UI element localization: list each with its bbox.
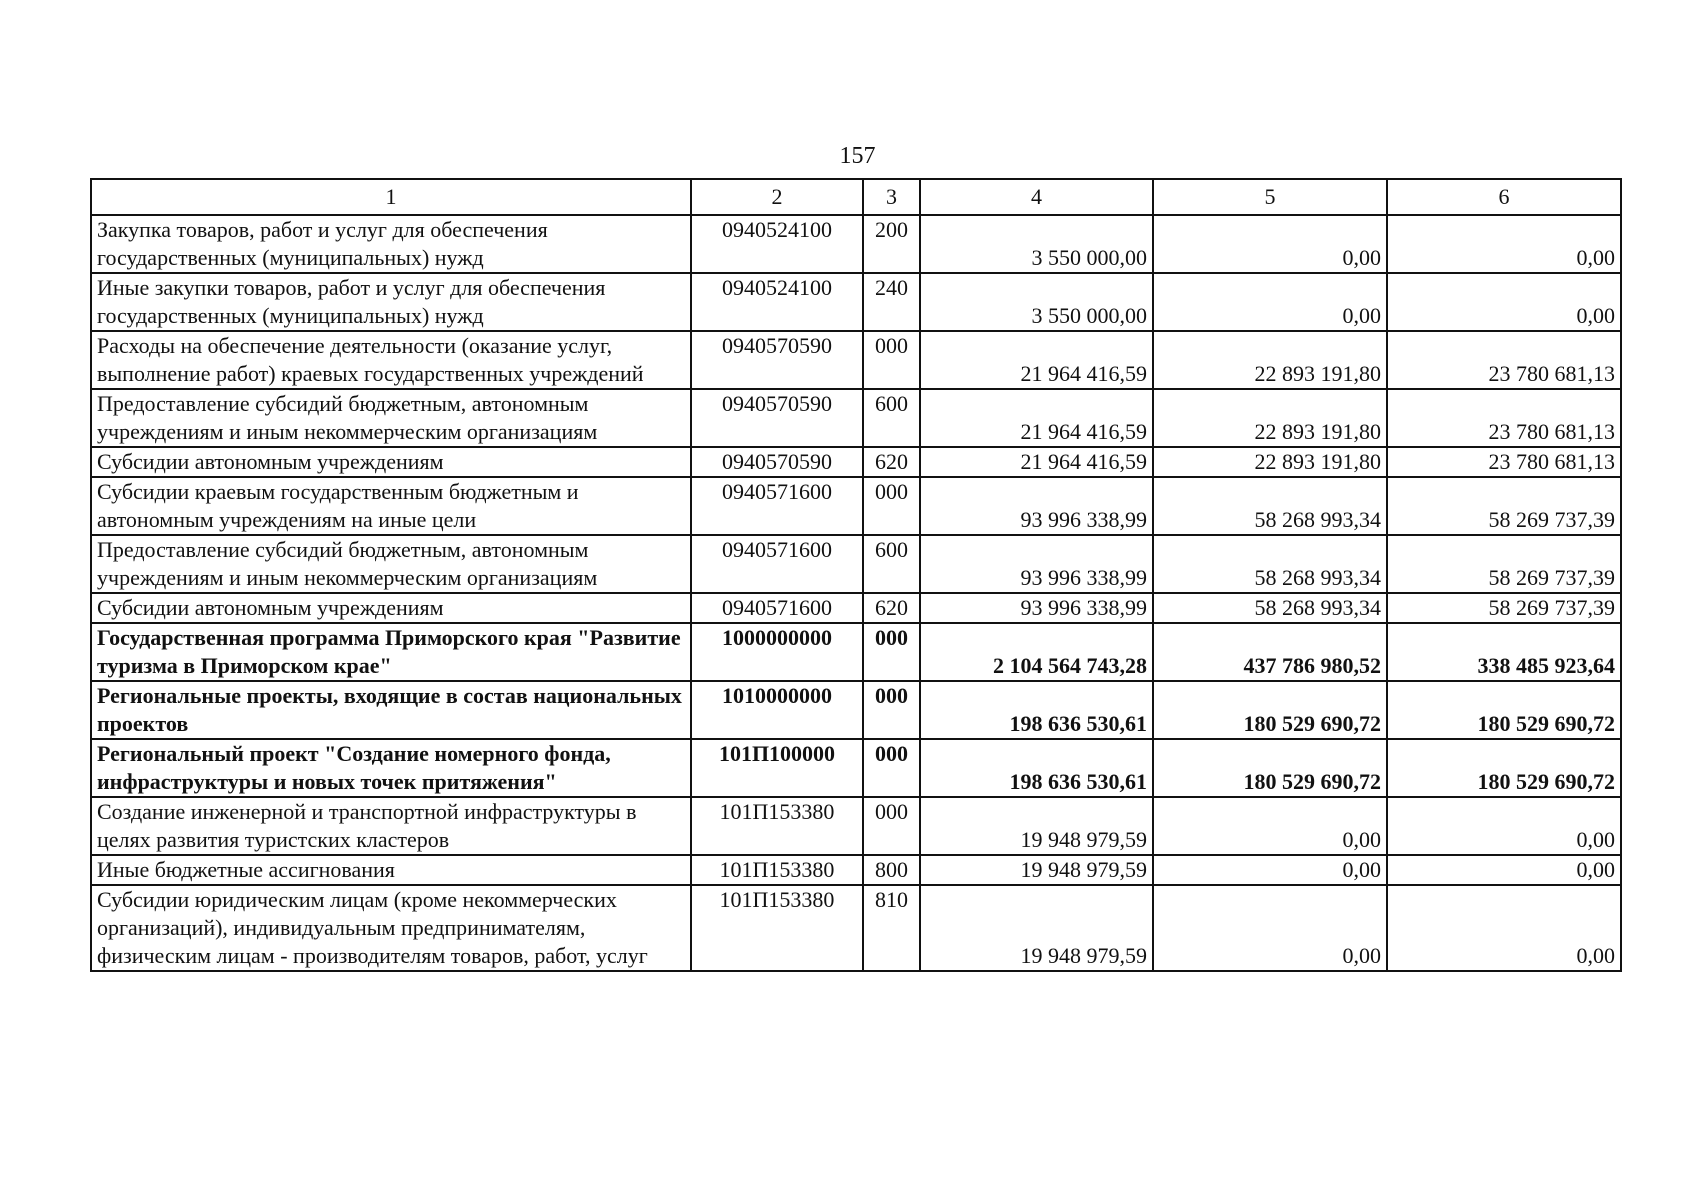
expense-type-cell: 000 bbox=[863, 623, 920, 681]
item-name-cell: Субсидии юридическим лицам (кроме некоммерческих организаций), индивидуальным предпринимателям, физическим лицам - производителям товаров, работ, услуг bbox=[91, 885, 691, 971]
amount-col4-cell: 2 104 564 743,28 bbox=[920, 623, 1153, 681]
target-code-cell: 0940524100 bbox=[691, 273, 863, 331]
expense-type-cell: 000 bbox=[863, 797, 920, 855]
amount-col5-cell: 58 268 993,34 bbox=[1153, 535, 1387, 593]
amount-col6-cell: 23 780 681,13 bbox=[1387, 389, 1621, 447]
item-name-cell: Субсидии автономным учреждениям bbox=[91, 593, 691, 623]
expense-type-cell: 800 bbox=[863, 855, 920, 885]
budget-table bbox=[90, 178, 1622, 972]
expense-type-cell: 600 bbox=[863, 389, 920, 447]
target-code-cell: 0940570590 bbox=[691, 447, 863, 477]
column-header-1: 1 bbox=[91, 179, 691, 215]
item-name-cell: Региональный проект "Создание номерного фонда, инфраструктуры и новых точек притяжения" bbox=[91, 739, 691, 797]
target-code-cell: 0940571600 bbox=[691, 535, 863, 593]
expense-type-cell: 000 bbox=[863, 331, 920, 389]
amount-col5-cell: 437 786 980,52 bbox=[1153, 623, 1387, 681]
amount-col4-cell: 19 948 979,59 bbox=[920, 885, 1153, 971]
table-row bbox=[91, 739, 1621, 797]
amount-col4-cell: 21 964 416,59 bbox=[920, 389, 1153, 447]
target-code-cell: 1010000000 bbox=[691, 681, 863, 739]
amount-col5-cell: 0,00 bbox=[1153, 855, 1387, 885]
amount-col6-cell: 23 780 681,13 bbox=[1387, 447, 1621, 477]
amount-col5-cell: 22 893 191,80 bbox=[1153, 447, 1387, 477]
expense-type-cell: 810 bbox=[863, 885, 920, 971]
expense-type-cell: 620 bbox=[863, 447, 920, 477]
amount-col4-cell: 3 550 000,00 bbox=[920, 215, 1153, 273]
table-row bbox=[91, 681, 1621, 739]
target-code-cell: 101П153380 bbox=[691, 797, 863, 855]
amount-col5-cell: 22 893 191,80 bbox=[1153, 331, 1387, 389]
item-name-cell: Расходы на обеспечение деятельности (оказание услуг, выполнение работ) краевых государственных учреждений bbox=[91, 331, 691, 389]
expense-type-cell: 200 bbox=[863, 215, 920, 273]
table-row bbox=[91, 593, 1621, 623]
column-number-row bbox=[91, 179, 1621, 215]
target-code-cell: 1000000000 bbox=[691, 623, 863, 681]
amount-col6-cell: 23 780 681,13 bbox=[1387, 331, 1621, 389]
column-header-3: 3 bbox=[863, 179, 920, 215]
item-name-cell: Субсидии краевым государственным бюджетным и автономным учреждениям на иные цели bbox=[91, 477, 691, 535]
target-code-cell: 101П153380 bbox=[691, 885, 863, 971]
table-row bbox=[91, 797, 1621, 855]
budget-table-body bbox=[91, 179, 1621, 971]
amount-col6-cell: 0,00 bbox=[1387, 273, 1621, 331]
item-name-cell: Региональные проекты, входящие в состав национальных проектов bbox=[91, 681, 691, 739]
amount-col4-cell: 93 996 338,99 bbox=[920, 535, 1153, 593]
table-row bbox=[91, 623, 1621, 681]
item-name-cell: Предоставление субсидий бюджетным, автономным учреждениям и иным некоммерческим организациям bbox=[91, 389, 691, 447]
amount-col6-cell: 0,00 bbox=[1387, 797, 1621, 855]
amount-col6-cell: 0,00 bbox=[1387, 215, 1621, 273]
target-code-cell: 0940571600 bbox=[691, 477, 863, 535]
target-code-cell: 101П100000 bbox=[691, 739, 863, 797]
amount-col6-cell: 58 269 737,39 bbox=[1387, 477, 1621, 535]
column-header-4: 4 bbox=[920, 179, 1153, 215]
item-name-cell: Субсидии автономным учреждениям bbox=[91, 447, 691, 477]
table-row bbox=[91, 273, 1621, 331]
table-row bbox=[91, 389, 1621, 447]
table-row bbox=[91, 447, 1621, 477]
amount-col4-cell: 21 964 416,59 bbox=[920, 331, 1153, 389]
table-row bbox=[91, 331, 1621, 389]
item-name-cell: Предоставление субсидий бюджетным, автономным учреждениям и иным некоммерческим организациям bbox=[91, 535, 691, 593]
item-name-cell: Иные закупки товаров, работ и услуг для обеспечения государственных (муниципальных) нужд bbox=[91, 273, 691, 331]
target-code-cell: 0940570590 bbox=[691, 389, 863, 447]
amount-col5-cell: 0,00 bbox=[1153, 273, 1387, 331]
amount-col6-cell: 180 529 690,72 bbox=[1387, 681, 1621, 739]
item-name-cell: Создание инженерной и транспортной инфраструктуры в целях развития туристских кластеров bbox=[91, 797, 691, 855]
amount-col5-cell: 58 268 993,34 bbox=[1153, 477, 1387, 535]
target-code-cell: 0940524100 bbox=[691, 215, 863, 273]
amount-col5-cell: 0,00 bbox=[1153, 215, 1387, 273]
amount-col4-cell: 21 964 416,59 bbox=[920, 447, 1153, 477]
column-header-5: 5 bbox=[1153, 179, 1387, 215]
expense-type-cell: 620 bbox=[863, 593, 920, 623]
amount-col4-cell: 198 636 530,61 bbox=[920, 681, 1153, 739]
expense-type-cell: 600 bbox=[863, 535, 920, 593]
amount-col6-cell: 0,00 bbox=[1387, 855, 1621, 885]
table-row bbox=[91, 535, 1621, 593]
table-row bbox=[91, 215, 1621, 273]
page-number: 157 bbox=[839, 143, 876, 169]
amount-col4-cell: 3 550 000,00 bbox=[920, 273, 1153, 331]
amount-col5-cell: 0,00 bbox=[1153, 797, 1387, 855]
table-row bbox=[91, 477, 1621, 535]
amount-col4-cell: 19 948 979,59 bbox=[920, 797, 1153, 855]
amount-col5-cell: 22 893 191,80 bbox=[1153, 389, 1387, 447]
item-name-cell: Закупка товаров, работ и услуг для обеспечения государственных (муниципальных) нужд bbox=[91, 215, 691, 273]
expense-type-cell: 000 bbox=[863, 681, 920, 739]
amount-col4-cell: 198 636 530,61 bbox=[920, 739, 1153, 797]
target-code-cell: 0940570590 bbox=[691, 331, 863, 389]
expense-type-cell: 000 bbox=[863, 477, 920, 535]
amount-col5-cell: 0,00 bbox=[1153, 885, 1387, 971]
item-name-cell: Государственная программа Приморского края "Развитие туризма в Приморском крае" bbox=[91, 623, 691, 681]
table-row bbox=[91, 885, 1621, 971]
target-code-cell: 0940571600 bbox=[691, 593, 863, 623]
amount-col6-cell: 180 529 690,72 bbox=[1387, 739, 1621, 797]
amount-col5-cell: 180 529 690,72 bbox=[1153, 681, 1387, 739]
amount-col6-cell: 338 485 923,64 bbox=[1387, 623, 1621, 681]
amount-col5-cell: 58 268 993,34 bbox=[1153, 593, 1387, 623]
amount-col4-cell: 93 996 338,99 bbox=[920, 477, 1153, 535]
amount-col5-cell: 180 529 690,72 bbox=[1153, 739, 1387, 797]
target-code-cell: 101П153380 bbox=[691, 855, 863, 885]
amount-col6-cell: 0,00 bbox=[1387, 885, 1621, 971]
amount-col6-cell: 58 269 737,39 bbox=[1387, 535, 1621, 593]
column-header-2: 2 bbox=[691, 179, 863, 215]
table-row bbox=[91, 855, 1621, 885]
amount-col4-cell: 93 996 338,99 bbox=[920, 593, 1153, 623]
column-header-6: 6 bbox=[1387, 179, 1621, 215]
expense-type-cell: 240 bbox=[863, 273, 920, 331]
amount-col6-cell: 58 269 737,39 bbox=[1387, 593, 1621, 623]
item-name-cell: Иные бюджетные ассигнования bbox=[91, 855, 691, 885]
amount-col4-cell: 19 948 979,59 bbox=[920, 855, 1153, 885]
expense-type-cell: 000 bbox=[863, 739, 920, 797]
